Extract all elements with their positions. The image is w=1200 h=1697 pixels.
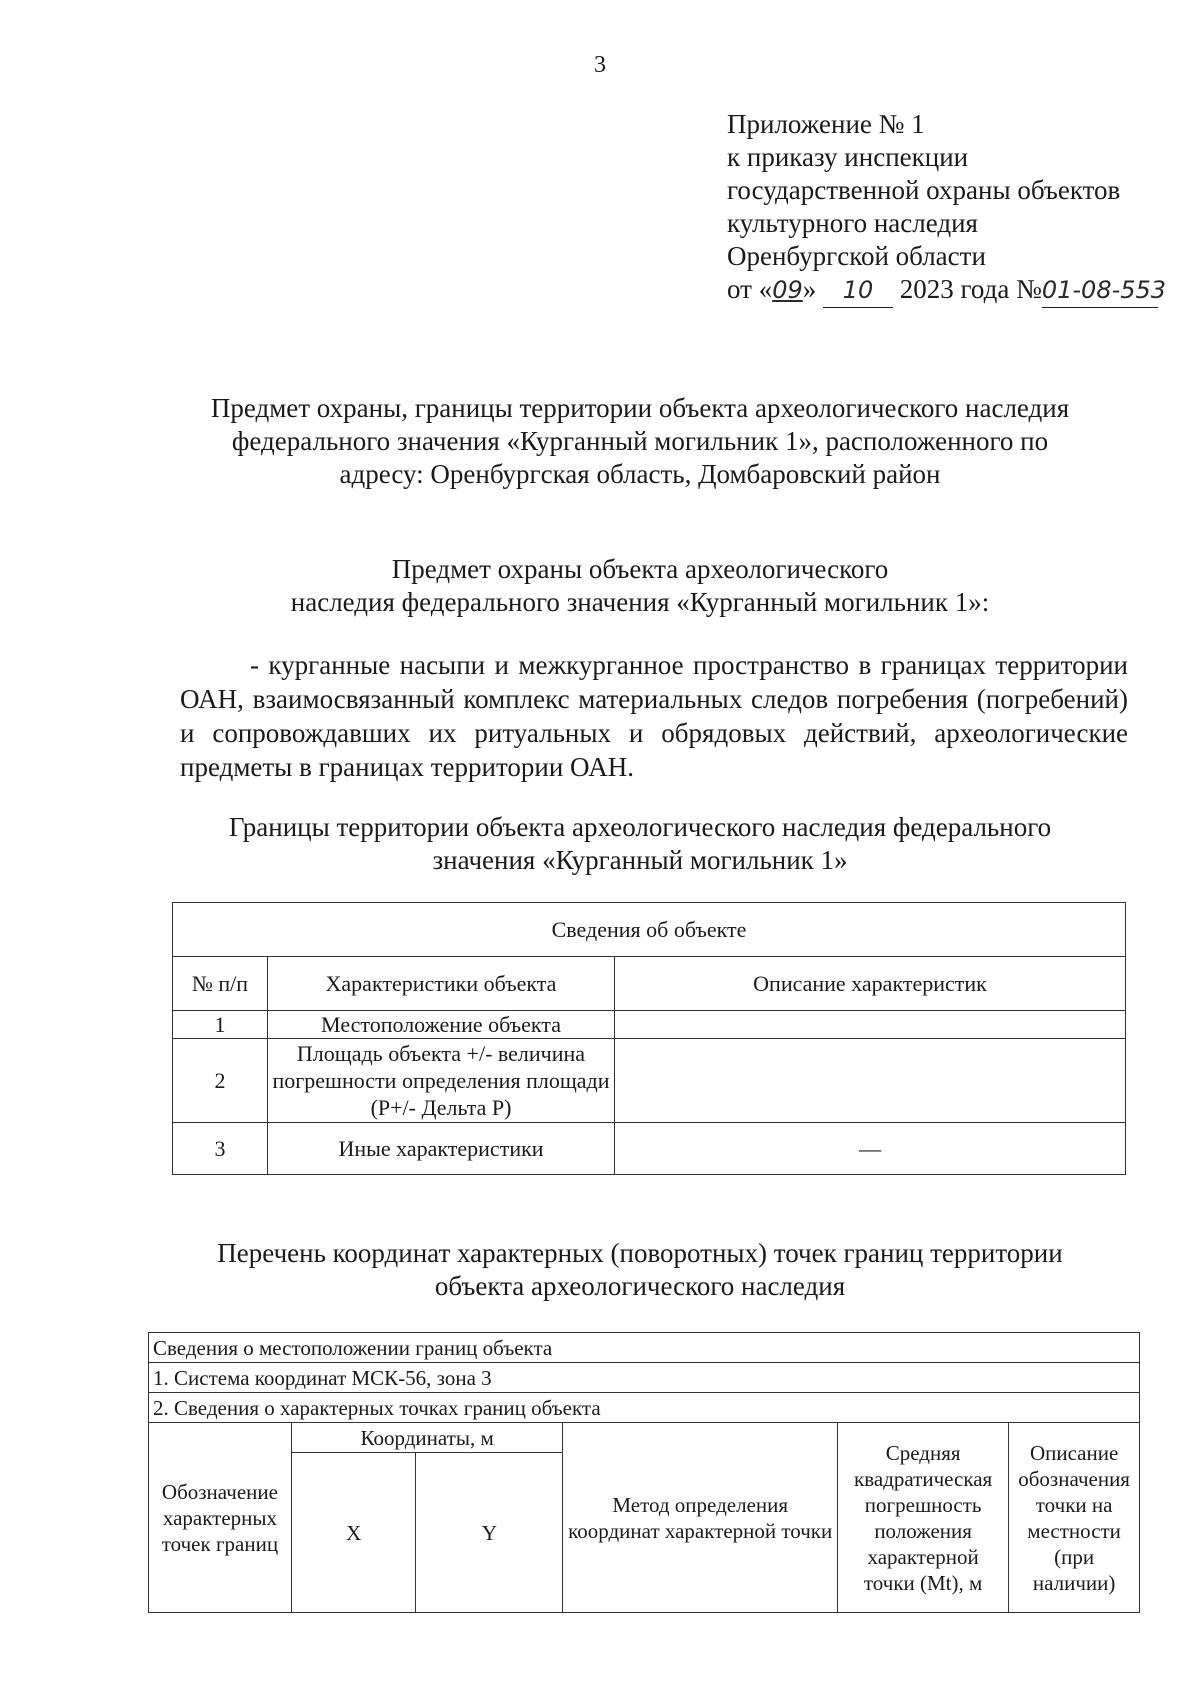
main-title-line-2: федерального значения «Курганный могильник 1», расположенного по [231,426,1049,456]
boundaries-title-line-1: Границы территории объекта археологического наследия федерального [228,812,1052,842]
handwritten-day: 09 [772,276,803,304]
coords-title [170,1237,1110,1303]
col-header-x: X [291,1453,416,1613]
appendix-date-line [727,273,1167,308]
row-description [615,1039,1126,1123]
date-year-text: 2023 года № [899,274,1042,304]
coordinates-table [148,1332,1140,1613]
col-header-description: Описание характеристик [615,957,1126,1011]
subject-text: - курганные насыпи и межкурганное пространство в границах территории ОАН, взаимосвязанный комплекс материальных следов погребения (погребений) и сопровождавших их ритуальных и обрядовых действий, археологические предметы в границах территории ОАН. [180,650,1128,782]
object-table-header: Сведения об объекте [173,903,1126,957]
appendix-line-2: к приказу инспекции [727,142,969,172]
appendix-line-1: Приложение № 1 [727,109,925,139]
main-title-line-3: адресу: Оренбургская область, Домбаровский район [339,459,941,489]
date-quote-close: » [802,274,817,304]
col-header-characteristic: Характеристики объекта [268,957,615,1011]
row-num: 2 [173,1039,268,1123]
row-description [615,1011,1126,1039]
row-description: — [615,1123,1126,1175]
handwritten-month: 10 [823,274,893,308]
col-header-num: № п/п [173,957,268,1011]
main-title [170,392,1110,491]
appendix-block [727,108,1167,308]
table-row [173,1039,1126,1123]
col-header-error: Средняя квадратическая погрешность положения характерной точки (Mt), м [838,1423,1009,1613]
coords-table-row-points: 2. Сведения о характерных точках границ объекта [149,1393,1140,1423]
subject-title-line-2: наследия федерального значения «Курганный могильник 1»: [290,587,990,617]
col-header-y: Y [416,1453,563,1613]
row-characteristic: Площадь объекта +/- величина погрешности определения площади (P+/- Дельта P) [268,1039,615,1123]
boundaries-title-line-2: значения «Курганный могильник 1» [432,845,848,875]
date-prefix: от « [727,274,773,304]
boundaries-title [170,811,1110,877]
row-num: 3 [173,1123,268,1175]
table-row [173,1123,1126,1175]
table-row [173,1011,1126,1039]
coords-table-row-system: 1. Система координат МСК-56, зона 3 [149,1363,1140,1393]
coords-table-row-location: Сведения о местоположении границ объекта [149,1333,1140,1363]
object-info-table [172,902,1126,1175]
subject-title-line-1: Предмет охраны объекта археологического [391,554,889,584]
col-header-method: Метод определения координат характерной точки [563,1423,838,1613]
col-header-coordinates: Координаты, м [291,1423,563,1453]
main-title-line-1: Предмет охраны, границы территории объекта археологического наследия [210,393,1070,423]
col-header-point-description: Описание обозначения точки на местности (при наличии) [1009,1423,1140,1613]
coords-title-line-1: Перечень координат характерных (поворотных) точек границ территории [217,1238,1063,1268]
row-num: 1 [173,1011,268,1039]
appendix-line-5: Оренбургской области [727,241,986,271]
appendix-line-3: государственной охраны объектов [727,175,1121,205]
col-header-designation: Обозначение характерных точек границ [149,1423,292,1613]
subject-title [170,553,1110,619]
appendix-line-4: культурного наследия [727,208,978,238]
coords-title-line-2: объекта археологического наследия [434,1271,846,1301]
handwritten-order-number: 01-08-553 [1042,274,1158,308]
row-characteristic: Иные характеристики [268,1123,615,1175]
page-number: 3 [594,52,606,78]
row-characteristic: Местоположение объекта [268,1011,615,1039]
